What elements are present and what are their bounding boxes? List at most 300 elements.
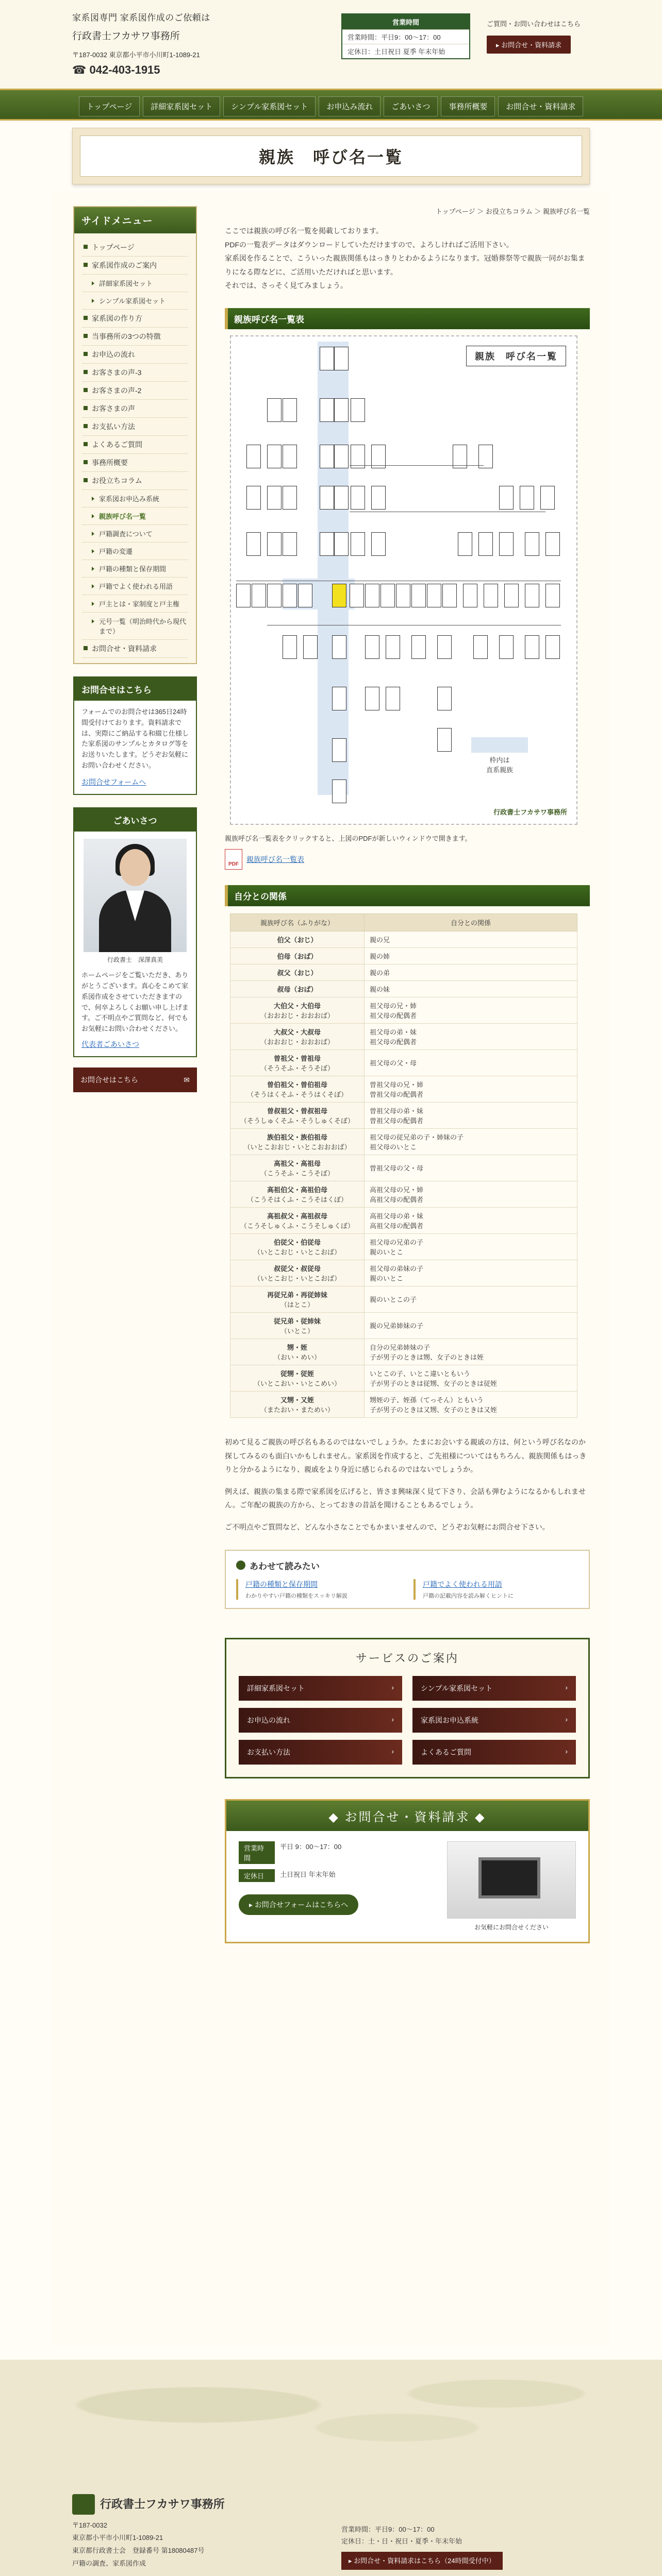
contact-body bbox=[226, 1831, 588, 1942]
relative-box bbox=[283, 486, 297, 510]
sidebar-item[interactable]: 家系図お申込み系統 bbox=[82, 490, 188, 507]
diagram-note: 親族呼び名一覧表をクリックすると、上図のPDFが新しいウィンドウで開きます。 bbox=[225, 834, 472, 842]
table-row bbox=[230, 1312, 577, 1338]
header-contact-button[interactable]: ▸ お問合せ・資料請求 bbox=[487, 36, 571, 54]
relation-text: 高祖父母の配偶者 bbox=[370, 1195, 424, 1204]
relation-text: 親のいとこ bbox=[370, 1248, 404, 1256]
relative-box bbox=[236, 584, 251, 607]
relation-cell bbox=[365, 1365, 577, 1391]
leaf-icon bbox=[236, 1561, 245, 1570]
relative-name-cell bbox=[230, 1312, 365, 1338]
relation-text: いとこの子、いとこ違いともいう bbox=[370, 1369, 471, 1378]
table-row bbox=[230, 1391, 577, 1417]
relation-text: 曽祖父母の兄・姉 bbox=[370, 1080, 424, 1089]
intro-line: それでは、さっそく見てみましょう。 bbox=[225, 281, 347, 290]
relation-cell bbox=[365, 1076, 577, 1102]
relation-text: 祖父母のいとこ bbox=[370, 1143, 417, 1151]
breadcrumb[interactable]: トップページ ＞ お役立ちコラム ＞ 親族呼び名一覧 bbox=[435, 208, 590, 215]
service-label: 詳細家系図セット bbox=[247, 1684, 305, 1692]
relation-text: 祖父母の弟・妹 bbox=[370, 1028, 417, 1036]
side-inquiry-title: お問合せはこちら bbox=[74, 677, 196, 701]
relative-box bbox=[411, 584, 426, 607]
header-address: 〒187-0032 東京都小平市小川町1-1089-21 bbox=[72, 51, 200, 59]
table-row bbox=[230, 1338, 577, 1365]
intro-line: 家系図を作ることで、こういった親族関係もはっきりとわかるようになります。冠婚葬祭等で親族一同がお集まりになる際などに、ご活用いただければと思います。 bbox=[225, 254, 585, 276]
footer-service: 戸籍の調査、家系図作成 bbox=[72, 2559, 146, 2567]
contact-title-label: お問合せ・資料請求 bbox=[344, 1810, 470, 1824]
sidebar-item[interactable]: 詳細家系図セット bbox=[82, 275, 188, 292]
nav-item[interactable]: 詳細家系図セット bbox=[143, 96, 220, 116]
nav-item[interactable]: トップページ bbox=[79, 96, 140, 116]
relative-reading: （おい・めい） bbox=[273, 1353, 321, 1361]
relative-box bbox=[320, 532, 334, 556]
relative-box bbox=[320, 347, 334, 370]
relative-box bbox=[545, 584, 560, 607]
side-menu bbox=[73, 206, 197, 664]
service-button[interactable] bbox=[412, 1708, 576, 1733]
nav-item[interactable]: 事務所概要 bbox=[441, 96, 495, 116]
relation-table bbox=[230, 913, 577, 1418]
footer-tel-label bbox=[341, 2574, 503, 2576]
hours-box bbox=[341, 13, 470, 59]
relative-name: 伯従父・伯従母 bbox=[273, 1238, 321, 1246]
service-label: お申込の流れ bbox=[247, 1716, 290, 1724]
table-row bbox=[230, 964, 577, 980]
kinship-diagram[interactable] bbox=[230, 335, 577, 825]
relative-box bbox=[540, 486, 555, 510]
hours-title: 営業時間 bbox=[342, 14, 469, 29]
relative-name-cell bbox=[230, 1023, 365, 1049]
sidebar-item[interactable]: 事務所概要 bbox=[82, 454, 188, 472]
relative-name-cell bbox=[230, 1338, 365, 1365]
table-row bbox=[230, 1233, 577, 1260]
sidebar-item[interactable]: トップページ bbox=[82, 239, 188, 257]
side-inquiry bbox=[73, 676, 197, 795]
relative-box bbox=[252, 584, 266, 607]
relative-box bbox=[484, 584, 498, 607]
site-header bbox=[0, 0, 662, 89]
table-row bbox=[230, 980, 577, 997]
side-contact-button[interactable] bbox=[73, 1067, 197, 1092]
sidebar-item[interactable]: お客さまの声-3 bbox=[82, 364, 188, 382]
arrow-icon: › bbox=[391, 1715, 394, 1723]
service-button[interactable] bbox=[239, 1708, 402, 1733]
footer-contact-button-label: お問合せ・資料請求はこちら（24時間受付中） bbox=[354, 2556, 495, 2565]
relation-cell bbox=[365, 1391, 577, 1417]
relative-name: 再従兄弟・再従姉妹 bbox=[267, 1291, 327, 1299]
relation-text: 祖父母の兄・姉 bbox=[370, 1002, 417, 1010]
relation-text: 子が男子のときは又甥、女子のときは又姪 bbox=[370, 1405, 498, 1414]
relative-name-cell bbox=[230, 997, 365, 1023]
pdf-link[interactable]: 親族呼び名一覧表 bbox=[246, 855, 304, 863]
relative-reading: （またおい・まためい） bbox=[260, 1405, 334, 1414]
relation-cell bbox=[365, 1128, 577, 1155]
relation-cell bbox=[365, 1338, 577, 1365]
relation-text: 高祖父母の弟・妹 bbox=[370, 1212, 424, 1220]
relative-box bbox=[504, 584, 519, 607]
footer-contact bbox=[341, 2523, 503, 2576]
footer-logo[interactable] bbox=[72, 2494, 225, 2515]
arrow-icon: › bbox=[565, 1747, 568, 1755]
sidebar-item[interactable]: お客さまの声 bbox=[82, 400, 188, 418]
relative-reading: （そうそふ・そうそぼ） bbox=[260, 1064, 334, 1072]
sidebar-item[interactable]: 家系図の作り方 bbox=[82, 310, 188, 328]
related-desc: 戸籍の記載内容を読み解くヒントに bbox=[423, 1592, 514, 1599]
nav-item[interactable]: ごあいさつ bbox=[384, 96, 438, 116]
sidebar-item[interactable]: お役立ちコラム bbox=[82, 472, 188, 490]
relative-box bbox=[320, 398, 334, 422]
service-label: よくあるご質問 bbox=[421, 1748, 471, 1756]
nav-item[interactable]: シンプル家系図セット bbox=[223, 96, 316, 116]
relation-cell bbox=[365, 1312, 577, 1338]
hours-text: 営業時間：平日9：00〜17：00 bbox=[342, 29, 469, 44]
relative-box bbox=[396, 584, 410, 607]
contact-hours: 平日 9：00〜17：00 bbox=[280, 1842, 342, 1851]
header-phone[interactable]: ☎ 042-403-1915 bbox=[72, 63, 160, 76]
relative-box bbox=[351, 486, 365, 510]
side-inquiry-link[interactable]: お問合せフォームへ bbox=[81, 777, 146, 786]
side-contact-button-label: お問合せはこちら bbox=[80, 1076, 138, 1084]
table-row bbox=[230, 1155, 577, 1181]
relation-text: 子が男子のときは甥、女子のときは姪 bbox=[370, 1353, 484, 1361]
table-row bbox=[230, 1286, 577, 1312]
relative-reading: （いとこおい・いとこめい） bbox=[253, 1379, 341, 1387]
relation-cell bbox=[365, 1049, 577, 1076]
relation-cell bbox=[365, 947, 577, 964]
side-greeting-body bbox=[74, 964, 196, 1056]
sidebar-item[interactable]: お問合せ・資料請求 bbox=[82, 640, 188, 658]
side-greeting bbox=[73, 807, 197, 1057]
table-row bbox=[230, 1128, 577, 1155]
relative-box bbox=[386, 687, 400, 710]
section-heading-chart: 親族呼び名一覧表 bbox=[225, 308, 590, 329]
contact-photo-area bbox=[447, 1841, 576, 1931]
arrow-icon: › bbox=[565, 1715, 568, 1723]
relative-box bbox=[525, 584, 539, 607]
table-row bbox=[230, 997, 577, 1023]
contact-holiday-row bbox=[239, 1869, 437, 1882]
relative-box bbox=[267, 445, 282, 468]
relative-reading: （そうしゅくそふ・そうしゅくそぼ） bbox=[240, 1116, 354, 1125]
relative-box bbox=[283, 584, 297, 607]
sidebar-item[interactable]: 元号一覧（明治時代から現代まで） bbox=[82, 613, 188, 640]
relation-cell bbox=[365, 931, 577, 947]
header-contact bbox=[487, 19, 581, 54]
relative-box bbox=[334, 486, 349, 510]
related-item[interactable] bbox=[413, 1579, 578, 1600]
sidebar-item[interactable]: 当事務所の3つの特徴 bbox=[82, 328, 188, 346]
relative-name-cell bbox=[230, 1049, 365, 1076]
relative-box bbox=[283, 532, 297, 556]
relative-box bbox=[499, 635, 514, 659]
pdf-download[interactable] bbox=[225, 849, 590, 870]
relative-box bbox=[334, 445, 349, 468]
contact-info bbox=[239, 1841, 437, 1931]
relative-box bbox=[525, 532, 539, 556]
relative-box bbox=[371, 486, 386, 510]
main-column bbox=[225, 206, 590, 1943]
global-nav bbox=[0, 89, 662, 121]
sidebar-item[interactable]: 家系図作成のご案内 bbox=[82, 257, 188, 275]
relation-text: 祖父母の配偶者 bbox=[370, 1011, 417, 1020]
relation-text: 曽祖父母の父・母 bbox=[370, 1164, 424, 1173]
relation-cell bbox=[365, 1286, 577, 1312]
relative-box bbox=[365, 635, 379, 659]
relative-box bbox=[283, 635, 297, 659]
related-desc: わかりやすい戸籍の種類をスッキリ解説 bbox=[245, 1592, 347, 1599]
header-office-name[interactable]: 行政書士フカサワ事務所 bbox=[72, 31, 180, 42]
relation-cell bbox=[365, 1233, 577, 1260]
pdf-icon: PDF bbox=[225, 849, 242, 870]
relation-text: 親の弟 bbox=[370, 969, 390, 977]
relation-text: 子が男子のときは従甥、女子のときは従姪 bbox=[370, 1379, 498, 1387]
sidebar-item[interactable]: シンプル家系図セット bbox=[82, 292, 188, 310]
closing-paragraph: ご不明点やご質問など、どんな小さなことでもかまいませんので、どうぞお気軽にお問合せ下さい。 bbox=[225, 1522, 550, 1531]
relative-box bbox=[545, 635, 560, 659]
table-row bbox=[230, 1207, 577, 1233]
closing-paragraph: 例えば、親族の集まる際で家系図を広げると、皆さま興味深く見て下さり、会話も弾むようになるかもしれません。ご年配の親族の方から、とっておきの昔話を聞けることもあるでしょう。 bbox=[225, 1487, 586, 1510]
relative-box bbox=[411, 635, 426, 659]
relative-box bbox=[283, 398, 297, 422]
relative-name-cell bbox=[230, 947, 365, 964]
sidebar-item[interactable]: 親族呼び名一覧 bbox=[82, 507, 188, 525]
side-greeting-link[interactable]: 代表者ごあいさつ bbox=[81, 1040, 139, 1048]
relative-box bbox=[267, 584, 282, 607]
diagram-logo: 行政書士フカサワ事務所 bbox=[493, 808, 567, 816]
page-content bbox=[52, 193, 610, 2346]
relative-reading: （こうそふ・こうそぼ） bbox=[260, 1169, 334, 1177]
representative-photo bbox=[84, 839, 187, 952]
nav-item[interactable]: お問合せ・資料請求 bbox=[498, 96, 583, 116]
relative-box bbox=[386, 635, 400, 659]
sidebar-item[interactable]: よくあるご質問 bbox=[82, 436, 188, 454]
relation-text: 祖父母の従兄弟の子・姉妹の子 bbox=[370, 1133, 464, 1141]
service-button[interactable] bbox=[239, 1740, 402, 1765]
header-phone-number: 042-403-1915 bbox=[89, 63, 160, 76]
relative-box bbox=[365, 584, 379, 607]
contact-form-button[interactable]: ▸ お問合せフォームはこちらへ bbox=[239, 1894, 358, 1915]
related-title bbox=[236, 1559, 578, 1572]
relation-cell bbox=[365, 1102, 577, 1128]
relation-cell bbox=[365, 1260, 577, 1286]
relative-box bbox=[442, 584, 457, 607]
sidebar bbox=[73, 206, 197, 1092]
relative-box bbox=[365, 687, 379, 710]
related-item[interactable] bbox=[236, 1579, 401, 1600]
relative-name-cell bbox=[230, 1128, 365, 1155]
related-title-label: あわせて読みたい bbox=[250, 1561, 320, 1571]
table-row bbox=[230, 1076, 577, 1102]
relative-box bbox=[267, 532, 282, 556]
sidebar-item[interactable]: お客さまの声-2 bbox=[82, 382, 188, 400]
relation-text: 甥姪の子、姪孫（てっそん）ともいう bbox=[370, 1396, 484, 1404]
header-info bbox=[72, 10, 210, 77]
service-button[interactable] bbox=[412, 1676, 576, 1701]
footer-office: 行政書士フカサワ事務所 bbox=[100, 2498, 225, 2511]
relative-name: 叔従父・叔従母 bbox=[273, 1264, 321, 1273]
sidebar-item[interactable]: お支払い方法 bbox=[82, 418, 188, 436]
relation-text: 祖父母の弟妹の子 bbox=[370, 1264, 424, 1273]
relative-reading: （こうそはくふ・こうそはくぼ） bbox=[246, 1195, 347, 1204]
relative-reading: （はとこ） bbox=[280, 1300, 314, 1309]
side-inquiry-body bbox=[74, 701, 196, 794]
relative-name: 大伯父・大伯母 bbox=[273, 1002, 321, 1010]
sidebar-item[interactable]: 戸籍でよく使われる用語 bbox=[82, 578, 188, 595]
connector-line bbox=[350, 465, 484, 466]
relation-text: 親のいとこ bbox=[370, 1274, 404, 1282]
relation-cell bbox=[365, 1023, 577, 1049]
relative-name-cell bbox=[230, 1207, 365, 1233]
photo-head bbox=[120, 849, 151, 886]
relative-name-cell bbox=[230, 1286, 365, 1312]
relative-name: 曽叔祖父・曽叔祖母 bbox=[267, 1107, 327, 1115]
relation-cell bbox=[365, 1207, 577, 1233]
relative-name-cell bbox=[230, 1233, 365, 1260]
relative-box bbox=[246, 445, 261, 468]
relative-reading: （おおおじ・おおおば） bbox=[260, 1011, 334, 1020]
relation-text: 親の兄 bbox=[370, 936, 390, 944]
relative-box bbox=[463, 584, 477, 607]
table-row bbox=[230, 1023, 577, 1049]
relative-box bbox=[267, 486, 282, 510]
relative-box bbox=[380, 584, 395, 607]
footer-holiday: 定休日：土・日・祝日・夏季・年末年始 bbox=[341, 2537, 462, 2546]
related-articles bbox=[225, 1550, 590, 1609]
intro-line: PDFの一覧表データはダウンロードしていただけますので、よろしければご活用下さい。 bbox=[225, 240, 514, 249]
relative-name: 従甥・従姪 bbox=[280, 1369, 314, 1378]
contact-holiday: 土日祝日 年末年始 bbox=[280, 1870, 336, 1878]
relative-box bbox=[246, 532, 261, 556]
services-box bbox=[225, 1638, 590, 1778]
relative-box bbox=[371, 532, 386, 556]
holiday-text: 定休日：土日祝日 夏季 年末年始 bbox=[342, 44, 469, 58]
table-header: 親族呼び名（ふりがな） bbox=[230, 913, 365, 931]
relative-name: 甥・姪 bbox=[287, 1343, 307, 1351]
relation-text: 曽祖父母の配偶者 bbox=[370, 1090, 424, 1098]
relative-name: 大叔父・大叔母 bbox=[273, 1028, 321, 1036]
relative-box bbox=[437, 728, 452, 752]
legend-swatch bbox=[471, 737, 528, 753]
service-button[interactable] bbox=[239, 1676, 402, 1701]
intro-text bbox=[225, 224, 590, 293]
relative-name: 従兄弟・従姉妹 bbox=[273, 1317, 321, 1325]
relative-box bbox=[332, 738, 346, 762]
sidebar-item[interactable]: お申込の流れ bbox=[82, 346, 188, 364]
table-row bbox=[230, 1260, 577, 1286]
arrow-icon: › bbox=[391, 1683, 394, 1691]
relative-name-cell bbox=[230, 1391, 365, 1417]
table-row bbox=[230, 1102, 577, 1128]
relation-text: 祖父母の配偶者 bbox=[370, 1038, 417, 1046]
table-row bbox=[230, 1049, 577, 1076]
relative-reading: （おおおじ・おおおば） bbox=[260, 1038, 334, 1046]
relative-reading: （いとこおじ・いとこおば） bbox=[253, 1248, 341, 1256]
relative-name: 高祖父・高祖母 bbox=[273, 1159, 321, 1167]
relative-reading: （いとこおじ・いとこおば） bbox=[253, 1274, 341, 1282]
relative-box bbox=[525, 635, 539, 659]
relation-text: 親の兄弟姉妹の子 bbox=[370, 1322, 424, 1330]
relative-name: 叔母（おば） bbox=[277, 985, 318, 993]
service-button[interactable] bbox=[412, 1740, 576, 1765]
relative-name-cell bbox=[230, 1102, 365, 1128]
related-link[interactable]: 戸籍でよく使われる用語 bbox=[423, 1580, 502, 1588]
representative-caption: 行政書士 深澤真美 bbox=[107, 956, 163, 964]
relative-name: 曽祖父・曽祖母 bbox=[273, 1054, 321, 1062]
service-label: 家系図お申込系統 bbox=[421, 1716, 478, 1724]
relative-box bbox=[246, 486, 261, 510]
page-title-frame bbox=[80, 135, 582, 177]
sidebar-item[interactable]: 戸籍調査について bbox=[82, 525, 188, 543]
relative-box bbox=[478, 532, 493, 556]
relation-cell bbox=[365, 980, 577, 997]
sidebar-item[interactable]: 戸籍の種類と保存期間 bbox=[82, 560, 188, 578]
relative-name-cell bbox=[230, 964, 365, 980]
table-row bbox=[230, 1365, 577, 1391]
contact-hours-label: 営業時間 bbox=[239, 1841, 275, 1864]
relative-box bbox=[332, 687, 346, 710]
relative-name: 族伯祖父・族伯祖母 bbox=[267, 1133, 327, 1141]
relative-name-cell bbox=[230, 1076, 365, 1102]
sidebar-item[interactable]: 戸籍の変遷 bbox=[82, 543, 188, 560]
self-box bbox=[332, 584, 346, 607]
relation-text: 親の妹 bbox=[370, 985, 390, 993]
office-photo bbox=[447, 1841, 576, 1919]
contact-photo-caption: お気軽にお問合せください bbox=[474, 1923, 549, 1931]
relative-name-cell bbox=[230, 1155, 365, 1181]
header-tagline: 家系図専門 家系図作成のご依頼は bbox=[72, 13, 210, 23]
relative-name-cell bbox=[230, 931, 365, 947]
relative-name-cell bbox=[230, 1260, 365, 1286]
relative-box bbox=[499, 532, 514, 556]
contact-holiday-label: 定休日 bbox=[239, 1869, 275, 1882]
related-link[interactable]: 戸籍の種類と保存期間 bbox=[245, 1580, 318, 1588]
relative-name-cell bbox=[230, 1365, 365, 1391]
relative-box bbox=[283, 445, 297, 468]
relative-box bbox=[303, 635, 318, 659]
relative-box bbox=[499, 486, 514, 510]
header-contact-button-label: お問合せ・資料請求 bbox=[501, 41, 562, 49]
relative-box bbox=[332, 779, 346, 803]
relative-name: 高祖伯父・高祖伯母 bbox=[267, 1185, 327, 1194]
arrow-icon: › bbox=[565, 1683, 568, 1691]
relation-text: 高祖父母の兄・姉 bbox=[370, 1185, 424, 1194]
relative-box bbox=[473, 635, 488, 659]
side-greeting-title: ごあいさつ bbox=[74, 808, 196, 832]
mail-icon: ✉ bbox=[184, 1075, 190, 1084]
relation-cell bbox=[365, 1181, 577, 1207]
side-inquiry-text: フォームでのお問合せは365日24時間受付けております。資料請求では、実際にご納品する和綴じ仕様した家系図のサンプルとカタログ等をお送りいたします。どうぞお気軽にお問い合わせください。 bbox=[81, 708, 189, 769]
contact-form-button-label: お問合せフォームはこちらへ bbox=[254, 1900, 349, 1909]
relation-cell bbox=[365, 997, 577, 1023]
site-footer bbox=[0, 2360, 662, 2576]
relative-box bbox=[351, 398, 365, 422]
footer-address: 東京都小平市小川町1-1089-21 bbox=[72, 2534, 163, 2542]
footer-info bbox=[72, 2494, 225, 2570]
footer-contact-button[interactable]: ▸ お問合せ・資料請求はこちら（24時間受付中） bbox=[341, 2552, 503, 2570]
relative-box bbox=[351, 532, 365, 556]
relative-box bbox=[437, 687, 452, 710]
arrow-icon: › bbox=[391, 1747, 394, 1755]
relative-name: 又甥・又姪 bbox=[280, 1396, 314, 1404]
nav-item[interactable]: お申込み流れ bbox=[319, 96, 380, 116]
relative-reading: （いとこ） bbox=[280, 1327, 314, 1335]
table-header: 自分との関係 bbox=[365, 913, 577, 931]
side-menu-title: サイドメニュー bbox=[74, 207, 196, 233]
sidebar-item[interactable]: 戸主とは・家制度と戸主権 bbox=[82, 595, 188, 613]
table-row bbox=[230, 947, 577, 964]
relative-reading: （こうそしゅくふ・こうそしゅくぼ） bbox=[240, 1222, 354, 1230]
page-title-banner bbox=[72, 128, 590, 184]
